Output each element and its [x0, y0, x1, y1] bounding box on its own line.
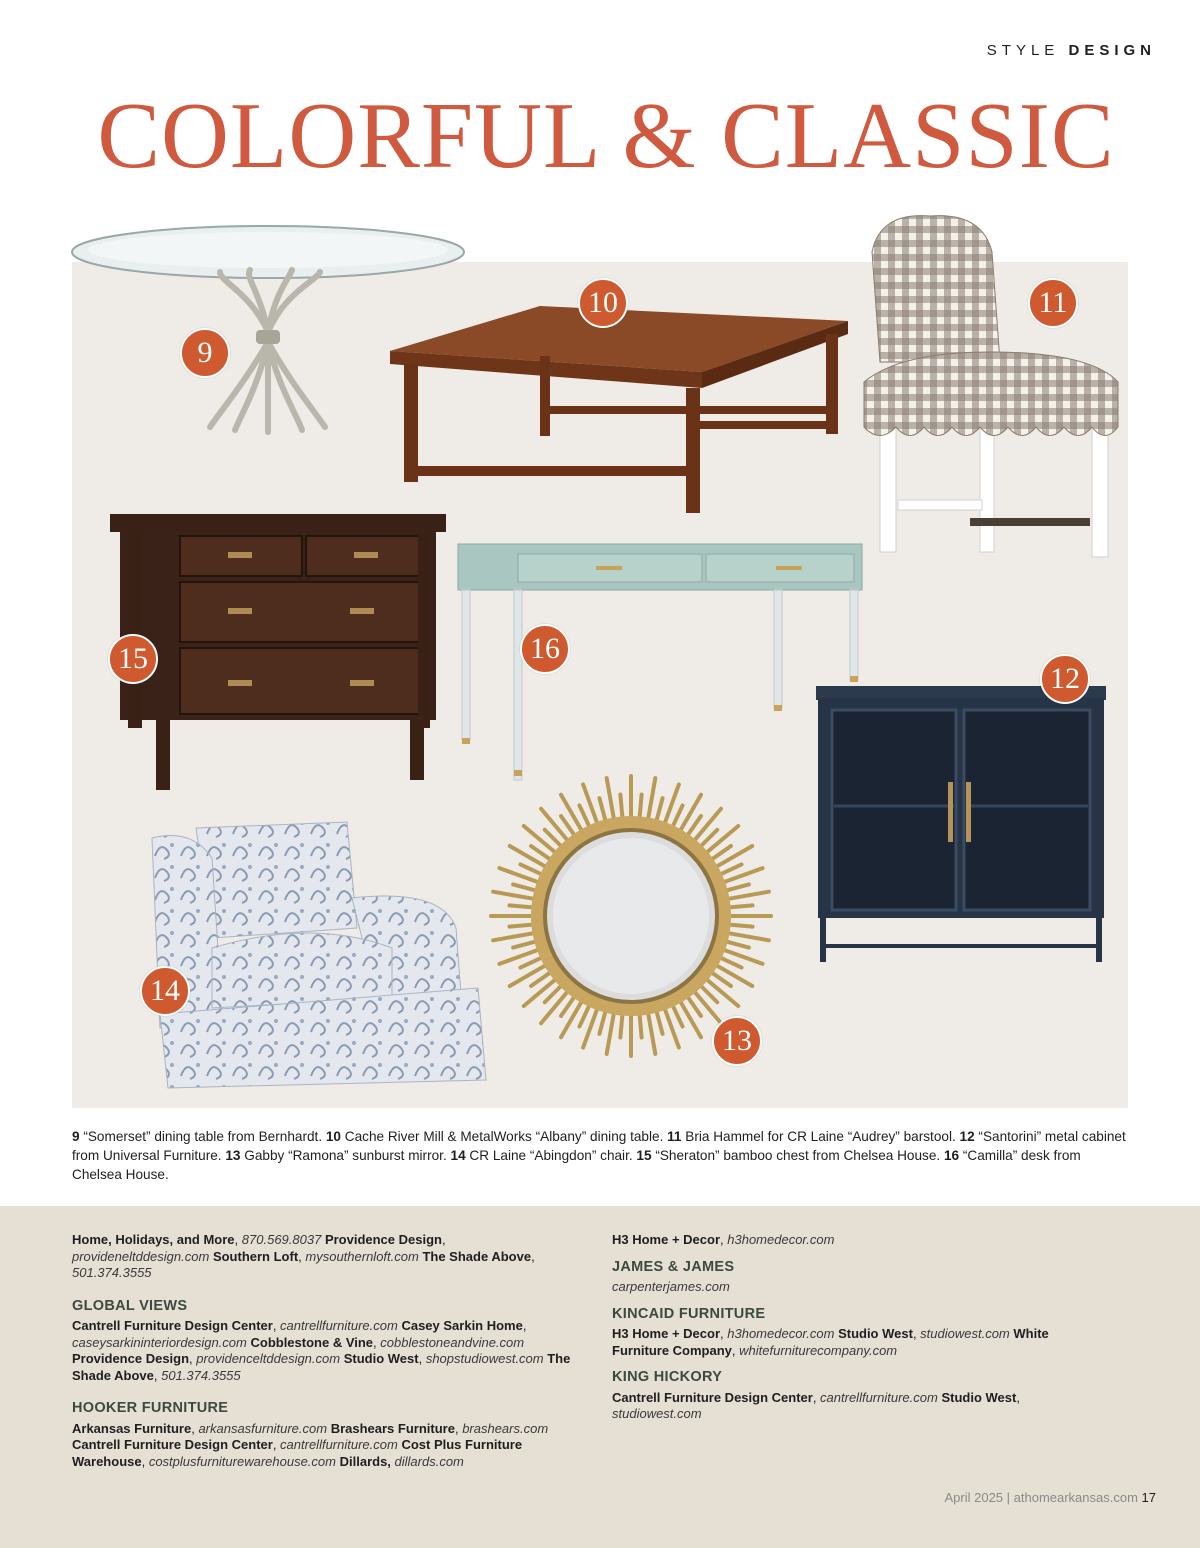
- product-caption: [72, 1127, 1128, 1184]
- retailer-name: Cost Plus Furniture Warehouse: [72, 1437, 523, 1469]
- retailer-list: [72, 1232, 572, 1282]
- retailer-site: provideneltddesign.com: [72, 1248, 210, 1264]
- caption-text: Bria Hammel for CR Laine “Audrey” barstool.: [681, 1129, 960, 1144]
- retailer-sep: ,: [441, 1232, 446, 1247]
- retailer-sep: ,: [418, 1351, 426, 1366]
- retailer-name: Home, Holidays, and More: [72, 1232, 235, 1247]
- retailer-name: Southern Loft: [212, 1248, 299, 1264]
- retailer-list: [72, 1318, 572, 1384]
- badge-13: 13: [712, 1016, 762, 1066]
- retailer-list: [612, 1326, 1082, 1359]
- retailer-site: cobblestoneandvine.com: [380, 1334, 525, 1350]
- retailer-sep: ,: [912, 1326, 921, 1341]
- retailer-site: mysouthernloft.com: [305, 1248, 419, 1264]
- page-footer: [945, 1490, 1157, 1505]
- caption-num: 16: [943, 1148, 960, 1163]
- page-number: 17: [1141, 1490, 1156, 1505]
- footer-text: April 2025 | athomearkansas.com: [944, 1490, 1142, 1505]
- retailer-name: Casey Sarkin Home: [401, 1318, 523, 1333]
- badge-14: 14: [140, 966, 190, 1016]
- sources-right-column: [612, 1232, 1082, 1423]
- section-tag: [987, 42, 1156, 59]
- retailer-sep: ,: [720, 1326, 728, 1341]
- caption-num: 13: [225, 1148, 241, 1163]
- wood-dining-table-image: [390, 306, 850, 516]
- retailer-list: [612, 1390, 1082, 1423]
- caption-num: 10: [325, 1129, 341, 1144]
- retailer-site: carpenterjames.com: [612, 1279, 730, 1294]
- retailer-name: Brashears Furniture: [330, 1420, 455, 1436]
- retailer-site: 501.374.3555: [161, 1367, 241, 1383]
- retailer-site: 870.569.8037: [241, 1232, 322, 1247]
- badge-9: 9: [180, 328, 230, 378]
- section-label: STYLE: [986, 42, 1060, 59]
- retailer-sep: ,: [720, 1232, 728, 1247]
- metal-cabinet-image: [816, 686, 1106, 964]
- badge-16: 16: [520, 624, 570, 674]
- retailer-list: [612, 1279, 1082, 1296]
- caption-text: “Somerset” dining table from Bernhardt.: [79, 1129, 326, 1144]
- retailer-sep: ,: [531, 1248, 535, 1264]
- retailer-name: White Furniture Company: [612, 1326, 1049, 1358]
- retailer-site: brashears.com: [462, 1420, 549, 1436]
- brand-heading: KINCAID FURNITURE: [612, 1305, 766, 1322]
- caption-text: “Santorini” metal cabinet from Universal Furniture.: [72, 1129, 1126, 1163]
- camilla-desk-image: [458, 540, 864, 780]
- retailer-name: Studio West: [343, 1351, 419, 1366]
- retailer-name: Cantrell Furniture Design Center: [72, 1318, 273, 1333]
- badge-11: 11: [1028, 278, 1078, 328]
- retailer-site: studiowest.com: [920, 1326, 1010, 1341]
- retailer-name: Providence Design: [324, 1232, 442, 1247]
- badge-12: 12: [1040, 654, 1090, 704]
- retailer-name: Studio West: [838, 1326, 913, 1341]
- caption-num: 11: [667, 1129, 682, 1144]
- caption-text: CR Laine “Abingdon” chair.: [465, 1148, 637, 1163]
- caption-num: 14: [450, 1148, 466, 1163]
- retailer-sep: ,: [272, 1318, 281, 1333]
- retailer-sep: ,: [454, 1420, 463, 1436]
- retailer-list: [612, 1232, 1082, 1249]
- retailer-site: studiowest.com: [612, 1406, 702, 1421]
- retailer-sep: ,: [298, 1248, 306, 1264]
- caption-num: 9: [72, 1129, 80, 1144]
- retailer-name: Arkansas Furniture: [72, 1420, 192, 1436]
- badge-10: 10: [578, 278, 628, 328]
- brand-heading: JAMES & JAMES: [612, 1258, 735, 1275]
- barstool-image: [860, 212, 1122, 584]
- retailer-site: cantrellfurniture.com: [280, 1318, 398, 1333]
- retailer-site: providenceltddesign.com: [196, 1351, 341, 1366]
- retailer-name: Cantrell Furniture Design Center: [612, 1389, 813, 1405]
- retailer-site: cantrellfurniture.com: [820, 1389, 938, 1405]
- bamboo-chest-image: [110, 508, 446, 792]
- retailer-list: [72, 1421, 572, 1471]
- retailer-name: Studio West: [941, 1389, 1017, 1405]
- retailer-sep: ,: [731, 1342, 740, 1358]
- armchair-image: [152, 818, 494, 1090]
- retailer-site: cantrellfurniture.com: [280, 1437, 398, 1452]
- retailer-sep: ,: [153, 1367, 162, 1383]
- brand-heading: GLOBAL VIEWS: [72, 1297, 188, 1314]
- section-label-bold: DESIGN: [1068, 42, 1156, 59]
- caption-num: 12: [959, 1129, 975, 1144]
- retailer-name: H3 Home + Decor: [612, 1326, 721, 1341]
- caption-text: “Camilla” desk from Chelsea House.: [72, 1148, 1081, 1182]
- retailer-sep: ,: [1016, 1389, 1020, 1405]
- brand-heading: KING HICKORY: [612, 1369, 723, 1385]
- brand-heading: HOOKER FURNITURE: [72, 1400, 229, 1416]
- retailer-site: h3homedecor.com: [727, 1232, 835, 1247]
- sources-left-column: [72, 1232, 572, 1470]
- retailer-name: Cantrell Furniture Design Center: [72, 1437, 273, 1452]
- retailer-name: The Shade Above: [422, 1248, 532, 1264]
- retailer-name: H3 Home + Decor: [612, 1232, 721, 1247]
- page-title: COLORFUL & CLASSIC: [97, 84, 1115, 188]
- retailer-site: costplusfurniturewarehouse.com: [148, 1453, 336, 1469]
- retailer-name: Dillards,: [339, 1453, 391, 1469]
- caption-text: “Sheraton” bamboo chest from Chelsea House.: [651, 1148, 944, 1163]
- retailer-site: 501.374.3555: [72, 1265, 152, 1280]
- retailer-site: caseysarkininteriordesign.com: [72, 1334, 247, 1350]
- caption-text: Gabby “Ramona” sunburst mirror.: [240, 1148, 451, 1163]
- retailer-sep: ,: [141, 1453, 149, 1469]
- retailer-site: whitefurniturecompany.com: [739, 1342, 898, 1358]
- retailer-name: The Shade Above: [72, 1351, 571, 1383]
- retailer-site: dillards.com: [394, 1453, 464, 1469]
- retailer-sep: ,: [522, 1318, 527, 1333]
- retailer-sep: ,: [234, 1232, 242, 1247]
- retailer-site: arkansasfurniture.com: [198, 1420, 328, 1436]
- caption-text: Cache River Mill & MetalWorks “Albany” dining table.: [341, 1129, 668, 1144]
- retailer-sep: ,: [189, 1351, 197, 1366]
- retailer-site: shopstudiowest.com: [425, 1351, 544, 1366]
- caption-num: 15: [636, 1148, 652, 1163]
- retailer-name: Cobblestone & Vine: [250, 1334, 374, 1350]
- retailer-site: h3homedecor.com: [727, 1326, 835, 1341]
- retailer-sep: ,: [272, 1437, 281, 1452]
- badge-15: 15: [108, 634, 158, 684]
- retailer-sep: ,: [373, 1334, 381, 1350]
- retailer-name: Providence Design: [72, 1351, 190, 1366]
- retailer-sep: ,: [191, 1420, 199, 1436]
- retailer-sep: ,: [812, 1389, 821, 1405]
